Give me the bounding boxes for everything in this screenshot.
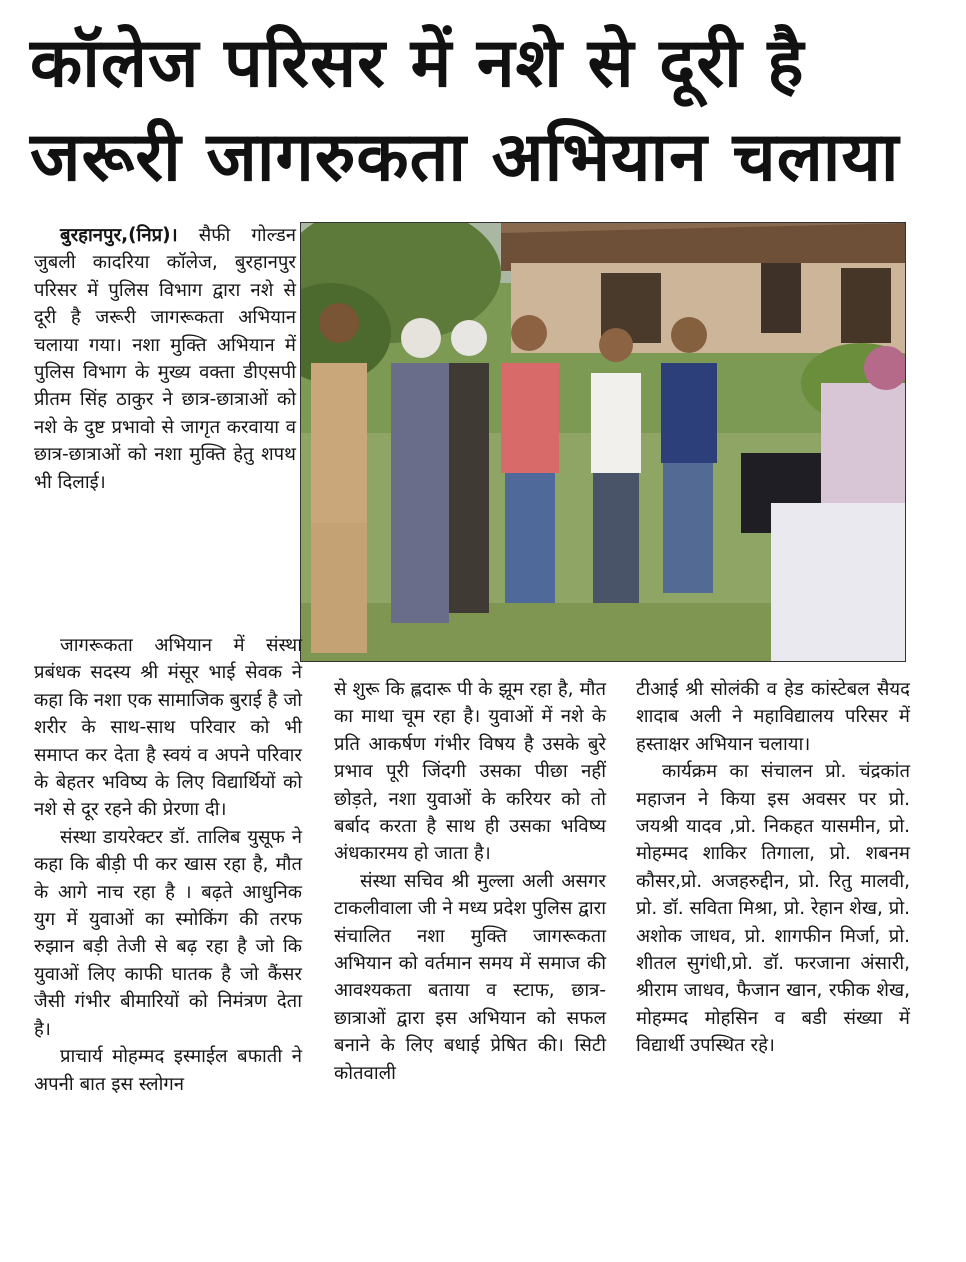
headline-line-2: जरूरी जागरुकता अभियान चलाया xyxy=(30,118,900,197)
oath-ceremony-photo xyxy=(301,223,906,662)
article-paragraph-2: जागरूकता अभियान में संस्था प्रबंधक सदस्य श्री मंसूर भाई सेवक ने कहा कि नशा एक सामाजिक बुराई है जो शरीर के साथ-साथ परिवार को भी समाप्त कर देता है स्वयं व अपने परिवार के बेहतर भविष्य के लिए विद्यार्थियों को नशे से दूर रहने की प्रेरणा दी। xyxy=(34,635,302,821)
headline-line-1: कॉलेज परिसर में नशे से दूरी है xyxy=(30,24,805,103)
article-paragraph-5: संस्था सचिव श्री मुल्ला अली असगर टाकलीवाला जी ने मध्य प्रदेश पुलिस द्वारा संचालित नशा मुक्ति जागरूकता अभियान को वर्तमान समय में समाज की आवश्यकता बताया व स्टाफ, छात्र-छात्राओं द्वारा इस अभियान को सफल बनाने के लिए बधाई प्रेषित की। सिटी कोतवाली xyxy=(334,870,606,1084)
article-paragraph-5-cont: टीआई श्री सोलंकी व हेड कांस्टेबल सैयद शादाब अली ने महाविद्यालय परिसर में हस्ताक्षर अभियान चलाया। xyxy=(636,679,910,755)
news-photo xyxy=(300,222,906,662)
article-column-1-top xyxy=(34,222,296,496)
article-paragraph-4-cont: से शुरू कि ह्लदारू पी के झूम रहा है, मौत का माथा चूम रहा है। युवाओं में नशे के प्रति आकर्षण गंभीर विषय है उसके बुरे प्रभाव पूरी जिंदगी उसका पीछा नहीं छोड़ते, नशा युवाओं के करियर को तो बर्बाद करता है साथ ही उसका भविष्य अंधकारमय हो जाता है। xyxy=(334,679,606,865)
article-column-3 xyxy=(636,676,910,1060)
dateline: बुरहानपुर,(निप्र)। xyxy=(60,225,178,246)
article-paragraph-4: प्राचार्य मोहम्मद इस्माईल बफाती ने अपनी बात इस स्लोगन xyxy=(34,1046,302,1095)
article-paragraph-1 xyxy=(34,222,296,496)
article-column-2 xyxy=(334,676,606,1087)
article-paragraph-6: कार्यक्रम का संचालन प्रो. चंद्रकांत महाजन ने किया इस अवसर पर प्रो. जयश्री यादव ,प्रो. निकहत यासमीन, प्रो. मोहम्मद शाकिर तिगाला, प्रो. शबनम कौसर,प्रो. अजहरुद्दीन, प्रो. रितु मालवी, प्रो. डॉ. सविता मिश्रा, प्रो. रेहान शेख, प्रो. अशोक जाधव, प्रो. शागफीन मिर्जा, प्रो. शीतल सुगंधी,प्रो. डॉ. फरजाना अंसारी, श्रीराम जाधव, फैजान खान, रफीक शेख, मोहम्मद मोहसिन व बडी संख्या में विद्यार्थी उपस्थित रहे। xyxy=(636,761,910,1057)
article-paragraph-3: संस्था डायरेक्टर डॉ. तालिब युसूफ ने कहा कि बीड़ी पी कर खास रहा है, मौत के आगे नाच रहा है । बढ़ते आधुनिक युग में युवाओं का स्मोकिंग की तरफ रुझान बड़ी तेजी से बढ़ रहा है जो कि युवाओं लिए काफी घातक है जो कैंसर जैसी गंभीर बीमारियों को निमंत्रण देता है। xyxy=(34,826,302,1040)
article-column-1-bottom xyxy=(34,632,302,1098)
paragraph-1-text: सैफी गोल्डन जुबली कादरिया कॉलेज, बुरहानपुर परिसर में पुलिस विभाग द्वारा नशे से दूरी है जरूरी जागरूकता अभियान चलाया गया। नशा मुक्ति अभियान में पुलिस विभाग के मुख्य वक्ता डीएसपी प्रीतम सिंह ठाकुर ने छात्र-छात्राओं को नशे के दुष्ट प्रभावो से जागृत करवाया व छात्र-छात्राओं को नशा मुक्ति हेतु शपथ भी दिलाई। xyxy=(34,225,296,493)
